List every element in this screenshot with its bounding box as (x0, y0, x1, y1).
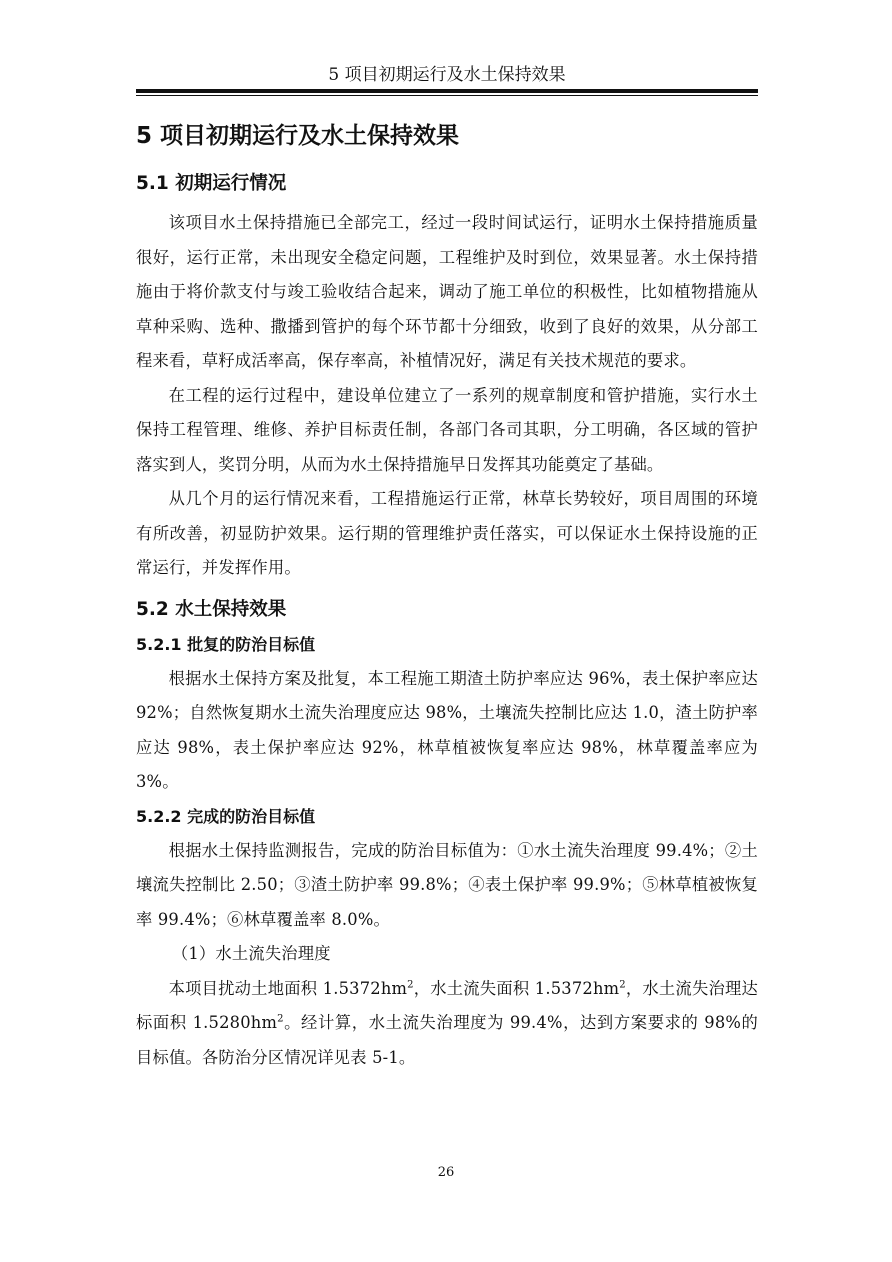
section-5-2-1-paragraph: 根据水土保持方案及批复，本工程施工期渣土防护率应达 96%，表土保护率应达 92%；自然恢复期水土流失治理度应达 98%，土壤流失控制比应达 1.0，渣土防护率应达 98%，表土保护率应达 92%，林草植被恢复率应达 98%，林草覆盖率应为 3%。 (136, 668, 758, 791)
section-5-2-heading: 5.2 水土保持效果 (136, 598, 287, 620)
running-header: 5 项目初期运行及水土保持效果 (328, 65, 566, 85)
item-1-paragraph (136, 972, 758, 1076)
item-1-text-part2: ，水土流失面积 1.5372hm (413, 978, 620, 998)
section-5-2-2-paragraph: 根据水土保持监测报告，完成的防治目标值为：①水土流失治理度 99.4%；②土壤流失控制比 2.50；③渣土防护率 99.8%；④表土保护率 99.9%；⑤林草植被恢复率 99.4%；⑥林草覆盖率 8.0%。 (136, 840, 758, 929)
item-1-text-part3: ，水土流失治理达标面积 1.5280hm (136, 978, 758, 1032)
section-5-1-heading: 5.1 初期运行情况 (136, 173, 287, 194)
chapter-title: 5 项目初期运行及水土保持效果 (136, 123, 460, 149)
item-1-text-part1: 本项目扰动土地面积 1.5372hm (168, 978, 408, 998)
section-5-1-paragraph-3: 从几个月的运行情况来看，工程措施运行正常，林草长势较好，项目周围的环境有所改善，初显防护效果。运行期的管理维护责任落实，可以保证水土保持设施的正常运行，并发挥作用。 (136, 489, 758, 577)
section-5-1-paragraph-1: 该项目水土保持措施已全部完工，经过一段时间试运行，证明水土保持措施质量很好，运行正常，未出现安全稳定问题，工程维护及时到位，效果显著。水土保持措施由于将价款支付与竣工验收结合起来，调动了施工单位的积极性，比如植物措施从草种采购、选种、撒播到管护的每个环节都十分细致，收到了良好的效果，从分部工程来看，草籽成活率高，保存率高，补植情况好，满足有关技术规范的要求。 (136, 213, 758, 370)
superscript-squared: 2 (407, 979, 414, 991)
header-rule-thin (136, 95, 758, 96)
page-content (136, 112, 758, 1075)
item-1-text-part4: 。经计算，水土流失治理度为 99.4%，达到方案要求的 98%的目标值。各防治分区情况详见表 5-1。 (136, 1013, 759, 1067)
superscript-squared: 2 (619, 979, 626, 991)
item-1-title: （1）水土流失治理度 (171, 944, 331, 963)
section-5-2-1-heading: 5.2.1 批复的防治目标值 (136, 634, 316, 654)
superscript-squared: 2 (277, 1013, 284, 1025)
section-5-1-paragraph-2: 在工程的运行过程中，建设单位建立了一系列的规章制度和管护措施，实行水土保持工程管理、维修、养护目标责任制，各部门各司其职，分工明确，各区域的管护落实到人，奖罚分明，从而为水土保持措施早日发挥其功能奠定了基础。 (136, 385, 758, 474)
section-5-2-2-heading: 5.2.2 完成的防治目标值 (136, 806, 316, 826)
page-number: 26 (437, 1165, 455, 1180)
header-rule-thick (136, 89, 758, 93)
